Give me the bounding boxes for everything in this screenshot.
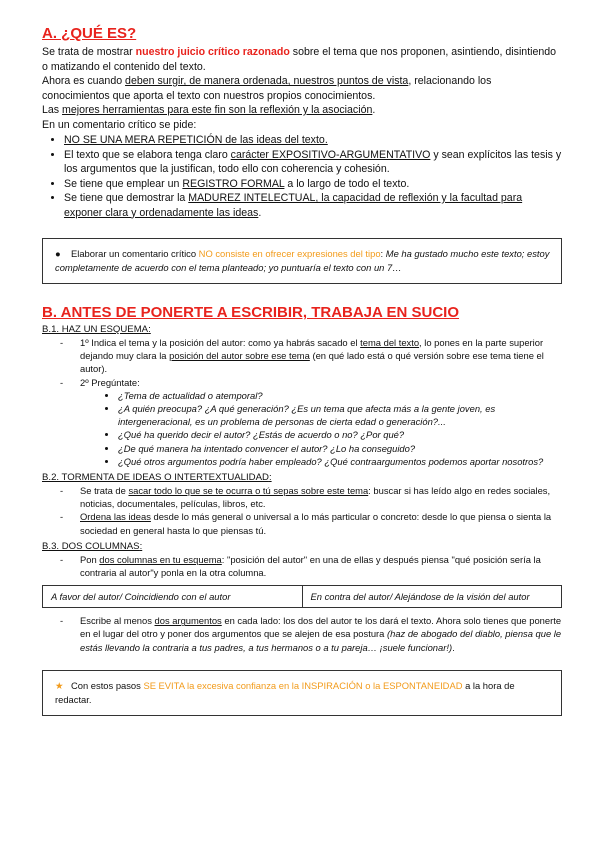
text: a la hora de redactar. xyxy=(55,679,515,705)
list-item xyxy=(42,614,562,654)
question-item: • ¿De qué manera ha intentado convencer el autor? ¿Lo ha conseguido? xyxy=(118,442,562,455)
text: : buscar si has leído algo en redes sociales, noticias, documentales, películas, libros, etc. xyxy=(80,485,551,510)
list-item xyxy=(64,148,562,177)
text: : xyxy=(268,472,272,484)
subsection-b1-title xyxy=(42,324,562,335)
text: . xyxy=(258,206,262,219)
question-item: • ¿Qué otros argumentos podría haber empleado? ¿Qué contraargumentos podemos aportar nosotros? xyxy=(118,455,562,468)
note-box xyxy=(42,238,562,284)
list-item xyxy=(42,510,562,536)
text: Elaborar un comentario crítico xyxy=(71,248,199,259)
text: , lo pones en la parte superior dejando muy clara la xyxy=(80,337,544,362)
text: . xyxy=(452,641,455,653)
underlined-text: carácter EXPOSITIVO-ARGUMENTATIVO xyxy=(230,148,431,161)
text: B.3. DOS COLUMNAS xyxy=(42,540,140,552)
text: Con estos pasos xyxy=(71,679,144,691)
underlined-text: dos columnas en tu esquema xyxy=(99,553,222,565)
example-text: Me ha gustado mucho este texto; estoy completamente de acuerdo con el tema planteado; yo puntuaría el texto con un 7… xyxy=(55,248,550,273)
final-note-box xyxy=(42,670,562,716)
text: Se tiene que demostrar la xyxy=(64,192,189,204)
subsection-b3-title xyxy=(42,541,562,552)
italic-text: (haz de abogado del diablo, piensa que le estás llevando la contraria a tus padres, a tus hermanos o a tu pareja… ¡suele funcionar!) xyxy=(80,628,562,653)
underlined-text: NO SE UNA MERA REPETICIÓN de las ideas del texto. xyxy=(64,134,328,146)
two-column-table xyxy=(42,585,562,608)
question-item: • ¿Tema de actualidad o atemporal? xyxy=(118,389,562,402)
text: : xyxy=(148,324,151,335)
underlined-text: MADUREZ INTELECTUAL, la capacidad de reflexión y la facultad para exponer clara y ordenadamente las ideas xyxy=(64,192,523,219)
list-item xyxy=(42,553,562,579)
underlined-text: REGISTRO FORMAL xyxy=(182,177,285,190)
list-item xyxy=(64,191,562,220)
underlined-text: mejores herramientas para este fin son la reflexión y la asociación xyxy=(62,104,373,116)
question-list xyxy=(42,389,562,468)
dash-marker: - xyxy=(60,337,64,348)
dash-marker: - xyxy=(60,485,64,497)
highlight-text: NO consiste en ofrecer expresiones del tipo xyxy=(198,248,381,259)
list-item xyxy=(64,177,562,192)
text: (en qué lado está o qué versión sobre ese tema tiene el autor). xyxy=(80,350,544,375)
underlined-text: deben surgir, de manera ordenada, nuestros puntos de vista xyxy=(125,75,409,87)
dash-marker: - xyxy=(60,553,64,565)
text: Se trata de mostrar xyxy=(42,46,136,58)
question-item: • ¿A quién preocupa? ¿A qué generación? ¿Es un tema que afecta más a la gente joven, es intergeneracional, es un problema de personas de cierta edad o generación?... xyxy=(118,402,562,428)
subsection-b2-title xyxy=(42,472,562,483)
text: B.1. HAZ UN ESQUEMA xyxy=(42,324,149,335)
section-a-paragraph-4: En un comentario crítico se pide: xyxy=(42,118,197,131)
section-a-paragraph-3 xyxy=(42,103,562,118)
highlight-text: SE EVITA la excesiva confianza en la INSPIRACIÓN o la ESPONTANEIDAD xyxy=(143,679,463,691)
text: El texto que se elabora tenga claro xyxy=(64,148,231,161)
bullet-icon: ● xyxy=(55,248,61,259)
text: , relacionando los conocimientos que aporta el texto con nuestros propios conocimientos. xyxy=(42,75,492,102)
text: Las xyxy=(42,104,63,116)
star-icon: ★ xyxy=(55,679,64,691)
text: 2º Pregúntate: xyxy=(80,376,140,388)
list-item xyxy=(64,133,562,148)
text: B.2. TORMENTA DE IDEAS O INTERTEXTUALIDAD xyxy=(42,472,269,484)
section-a-paragraph-2 xyxy=(42,74,562,103)
section-a-title: A. ¿QUÉ ES? xyxy=(42,25,137,42)
text: . xyxy=(372,104,376,116)
text: sobre el tema que nos proponen, asintiendo, disintiendo o matizando el contenido del texto. xyxy=(42,46,557,73)
dash-marker: - xyxy=(60,615,64,627)
text: Se trata de xyxy=(80,485,129,497)
text: : xyxy=(139,540,143,552)
text: 1º Indica el tema y la posición del autor: como ya habrás sacado el xyxy=(80,337,361,348)
text: Ahora es cuando xyxy=(42,75,126,87)
underlined-text: posición del autor sobre ese tema xyxy=(169,350,310,362)
text: en cada lado: los dos del autor te los dará el texto. Ahora solo tienes que ponerte en el lugar del otro y poner dos argumentos que se alejen de esa postura xyxy=(80,615,562,640)
list-item xyxy=(42,336,562,376)
text: Escribe al menos xyxy=(80,615,155,627)
table-row xyxy=(43,586,562,608)
text: y sean explícitos las tesis y los argumentos que la justifican, todo ello con coherencia y cohesión. xyxy=(64,148,562,175)
section-a-paragraph-1 xyxy=(42,45,562,74)
dash-marker: - xyxy=(60,376,64,388)
text: Se tiene que emplear un xyxy=(64,177,183,190)
text: desde lo más general o universal a lo más particular o concreto: desde lo que piensa o sienta la sociedad en general hasta lo que piensas tú. xyxy=(80,511,552,536)
document-page xyxy=(42,25,562,716)
text: Pon xyxy=(80,553,100,565)
section-b-title: B. ANTES DE PONERTE A ESCRIBIR, TRABAJA EN SUCIO xyxy=(42,304,459,321)
underlined-text: tema del texto xyxy=(360,337,420,348)
underlined-text: dos argumentos xyxy=(154,615,222,627)
text: a lo largo de todo el texto. xyxy=(284,177,410,190)
column-for-author: A favor del autor/ Coincidiendo con el autor xyxy=(43,586,303,608)
text: : xyxy=(380,248,386,259)
text: : "posición del autor" en una de ellas y después piensa "qué posición sería la contraria al autor"y ponla en la otra columna. xyxy=(80,553,541,579)
requirements-list xyxy=(42,133,562,220)
column-against-author: En contra del autor/ Alejándose de la visión del autor xyxy=(302,586,562,608)
list-item xyxy=(42,376,562,389)
highlight-text: nuestro juicio crítico razonado xyxy=(135,46,290,58)
list-item xyxy=(42,484,562,510)
underlined-text: sacar todo lo que se te ocurra o tú sepas sobre este tema xyxy=(128,485,369,497)
underlined-text: Ordena las ideas xyxy=(80,511,151,523)
question-item: • ¿Qué ha querido decir el autor? ¿Estás de acuerdo o no? ¿Por qué? xyxy=(118,428,562,441)
dash-marker: - xyxy=(60,511,64,523)
